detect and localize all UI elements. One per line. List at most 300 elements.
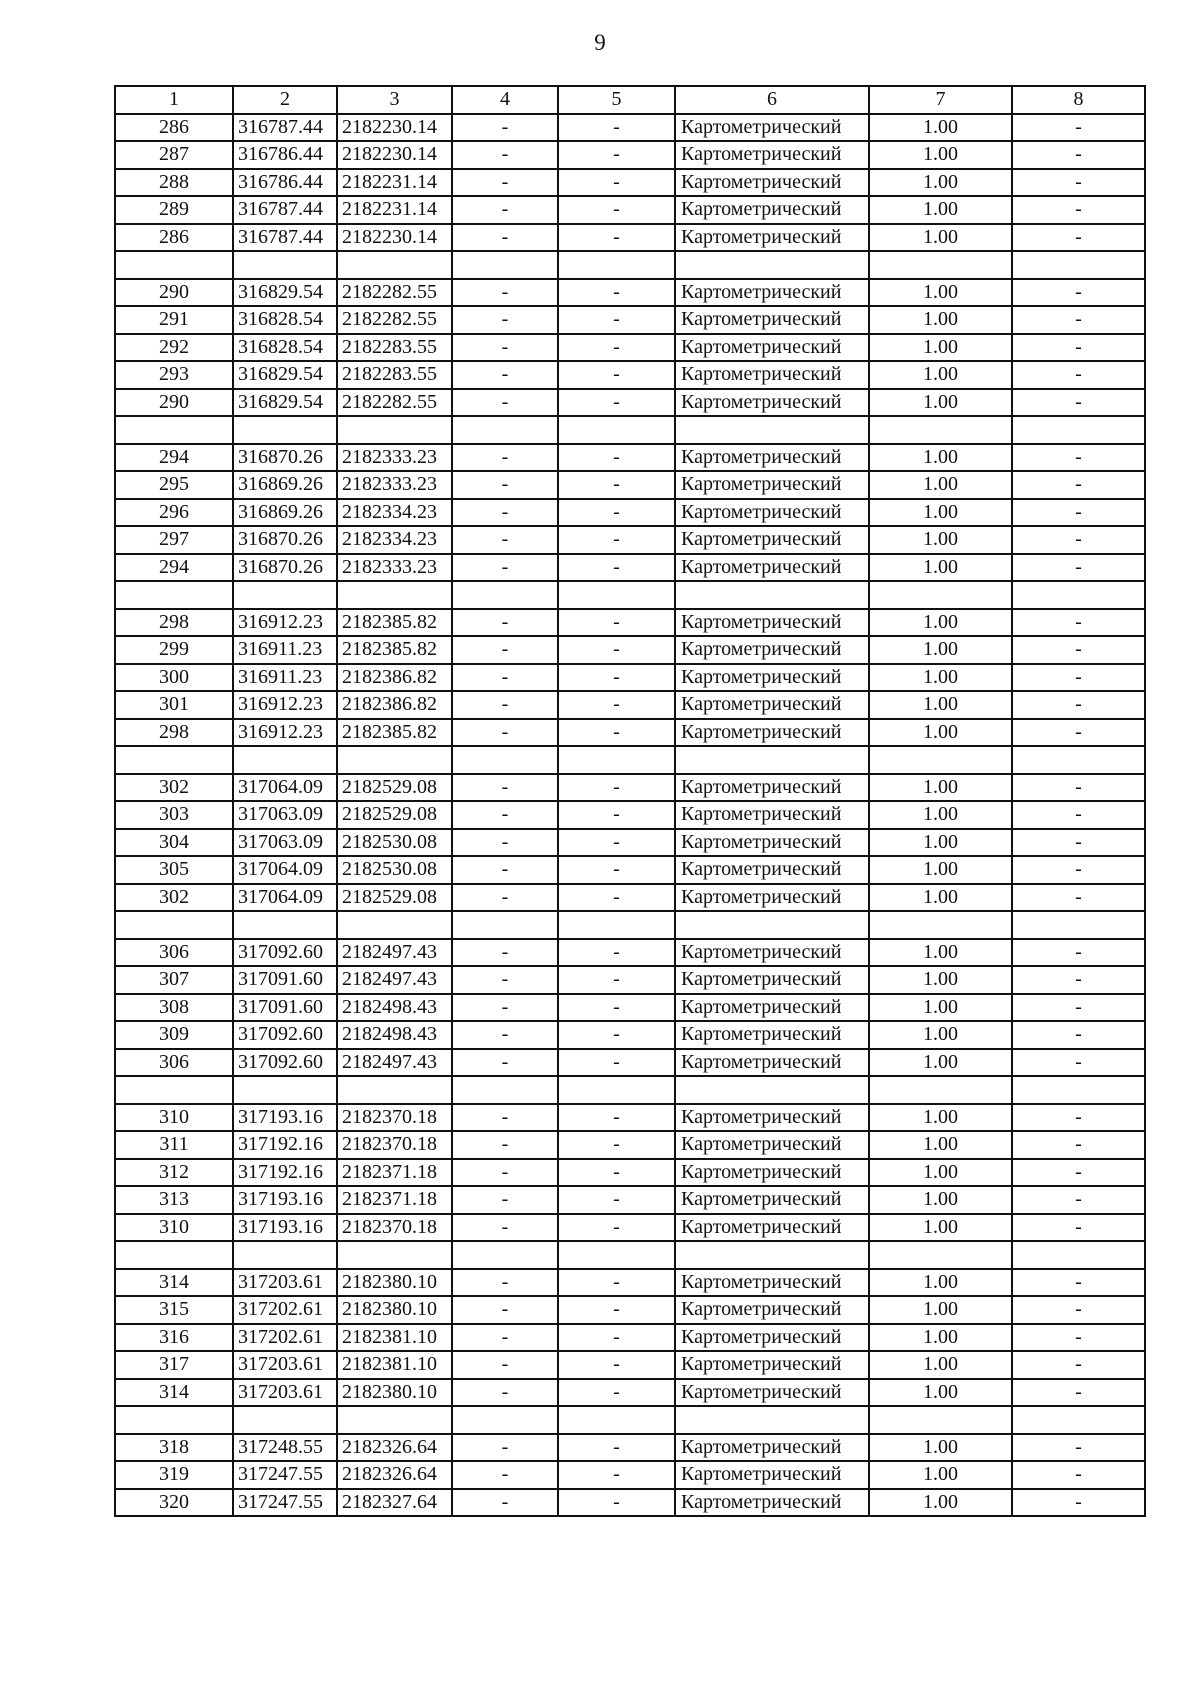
column-8-cell: - (1012, 719, 1145, 747)
table-row (115, 911, 1145, 939)
method-cell: Картометрический (675, 1351, 869, 1379)
column-5-cell: - (558, 169, 675, 197)
column-8-cell: - (1012, 1021, 1145, 1049)
column-5-cell: - (558, 1104, 675, 1132)
table-row (115, 1159, 1145, 1187)
x-coordinate-cell: 316829.54 (233, 361, 337, 389)
column-header: 5 (558, 86, 675, 114)
y-coordinate-cell: 2182334.23 (337, 499, 452, 527)
table-row (115, 746, 1145, 774)
y-coordinate-cell: 2182385.82 (337, 636, 452, 664)
y-coordinate-cell: 2182282.55 (337, 279, 452, 307)
accuracy-cell (869, 1076, 1012, 1104)
column-4-cell: - (452, 1159, 558, 1187)
method-cell: Картометрический (675, 664, 869, 692)
column-5-cell: - (558, 1159, 675, 1187)
point-number-cell: 311 (115, 1131, 233, 1159)
y-coordinate-cell: 2182381.10 (337, 1351, 452, 1379)
column-8-cell: - (1012, 884, 1145, 912)
point-number-cell: 306 (115, 939, 233, 967)
method-cell: Картометрический (675, 636, 869, 664)
column-8-cell (1012, 1241, 1145, 1269)
column-8-cell (1012, 416, 1145, 444)
method-cell: Картометрический (675, 1296, 869, 1324)
point-number-cell: 292 (115, 334, 233, 362)
point-number-cell: 291 (115, 306, 233, 334)
x-coordinate-cell (233, 581, 337, 609)
table-body (115, 114, 1145, 1517)
column-4-cell: - (452, 1049, 558, 1077)
column-8-cell (1012, 251, 1145, 279)
y-coordinate-cell: 2182230.14 (337, 224, 452, 252)
y-coordinate-cell: 2182530.08 (337, 829, 452, 857)
method-cell (675, 911, 869, 939)
x-coordinate-cell: 316870.26 (233, 444, 337, 472)
y-coordinate-cell: 2182380.10 (337, 1296, 452, 1324)
table-row (115, 966, 1145, 994)
x-coordinate-cell (233, 911, 337, 939)
y-coordinate-cell: 2182380.10 (337, 1269, 452, 1297)
x-coordinate-cell (233, 1406, 337, 1434)
table-row (115, 884, 1145, 912)
y-coordinate-cell (337, 1076, 452, 1104)
column-8-cell: - (1012, 196, 1145, 224)
column-5-cell: - (558, 801, 675, 829)
x-coordinate-cell: 317092.60 (233, 1049, 337, 1077)
x-coordinate-cell: 317203.61 (233, 1351, 337, 1379)
x-coordinate-cell (233, 1241, 337, 1269)
x-coordinate-cell: 317202.61 (233, 1296, 337, 1324)
y-coordinate-cell: 2182283.55 (337, 361, 452, 389)
column-5-cell: - (558, 1131, 675, 1159)
column-header: 3 (337, 86, 452, 114)
column-5-cell: - (558, 224, 675, 252)
x-coordinate-cell: 317091.60 (233, 994, 337, 1022)
column-8-cell: - (1012, 224, 1145, 252)
column-8-cell: - (1012, 1379, 1145, 1407)
y-coordinate-cell: 2182333.23 (337, 444, 452, 472)
point-number-cell: 310 (115, 1214, 233, 1242)
column-5-cell: - (558, 389, 675, 417)
table-row (115, 691, 1145, 719)
column-5-cell: - (558, 1049, 675, 1077)
column-4-cell: - (452, 1489, 558, 1517)
column-8-cell: - (1012, 334, 1145, 362)
point-number-cell (115, 251, 233, 279)
point-number-cell: 316 (115, 1324, 233, 1352)
column-4-cell: - (452, 966, 558, 994)
accuracy-cell: 1.00 (869, 609, 1012, 637)
column-8-cell: - (1012, 1131, 1145, 1159)
point-number-cell: 290 (115, 279, 233, 307)
point-number-cell: 296 (115, 499, 233, 527)
column-4-cell (452, 1076, 558, 1104)
column-4-cell: - (452, 334, 558, 362)
point-number-cell: 320 (115, 1489, 233, 1517)
column-4-cell (452, 251, 558, 279)
accuracy-cell: 1.00 (869, 1186, 1012, 1214)
table-row (115, 1351, 1145, 1379)
column-4-cell: - (452, 691, 558, 719)
column-header: 7 (869, 86, 1012, 114)
y-coordinate-cell: 2182282.55 (337, 306, 452, 334)
column-header: 1 (115, 86, 233, 114)
column-8-cell: - (1012, 664, 1145, 692)
point-number-cell: 302 (115, 774, 233, 802)
y-coordinate-cell: 2182529.08 (337, 774, 452, 802)
table-row (115, 279, 1145, 307)
accuracy-cell: 1.00 (869, 526, 1012, 554)
column-4-cell: - (452, 939, 558, 967)
table-row (115, 1076, 1145, 1104)
method-cell: Картометрический (675, 361, 869, 389)
accuracy-cell: 1.00 (869, 169, 1012, 197)
column-5-cell: - (558, 1351, 675, 1379)
x-coordinate-cell: 317193.16 (233, 1214, 337, 1242)
accuracy-cell: 1.00 (869, 499, 1012, 527)
table-row (115, 581, 1145, 609)
column-5-cell: - (558, 334, 675, 362)
table-row (115, 1214, 1145, 1242)
accuracy-cell: 1.00 (869, 224, 1012, 252)
column-header: 4 (452, 86, 558, 114)
column-5-cell: - (558, 609, 675, 637)
x-coordinate-cell: 316869.26 (233, 499, 337, 527)
point-number-cell: 297 (115, 526, 233, 554)
column-header: 8 (1012, 86, 1145, 114)
y-coordinate-cell: 2182326.64 (337, 1461, 452, 1489)
column-4-cell: - (452, 636, 558, 664)
point-number-cell: 314 (115, 1269, 233, 1297)
column-5-cell (558, 581, 675, 609)
y-coordinate-cell: 2182334.23 (337, 526, 452, 554)
y-coordinate-cell: 2182381.10 (337, 1324, 452, 1352)
method-cell: Картометрический (675, 389, 869, 417)
y-coordinate-cell: 2182385.82 (337, 609, 452, 637)
method-cell: Картометрический (675, 141, 869, 169)
table-row (115, 361, 1145, 389)
column-8-cell: - (1012, 169, 1145, 197)
accuracy-cell (869, 911, 1012, 939)
column-4-cell: - (452, 444, 558, 472)
table-row (115, 1241, 1145, 1269)
method-cell: Картометрический (675, 1186, 869, 1214)
y-coordinate-cell: 2182386.82 (337, 664, 452, 692)
column-4-cell: - (452, 1324, 558, 1352)
column-8-cell: - (1012, 1214, 1145, 1242)
x-coordinate-cell (233, 1076, 337, 1104)
column-5-cell: - (558, 774, 675, 802)
column-8-cell: - (1012, 1434, 1145, 1462)
x-coordinate-cell: 316911.23 (233, 664, 337, 692)
column-8-cell: - (1012, 141, 1145, 169)
x-coordinate-cell: 316912.23 (233, 719, 337, 747)
table-row (115, 1131, 1145, 1159)
column-4-cell: - (452, 1131, 558, 1159)
table-row (115, 554, 1145, 582)
column-5-cell: - (558, 526, 675, 554)
table-row (115, 389, 1145, 417)
column-4-cell (452, 416, 558, 444)
column-4-cell: - (452, 141, 558, 169)
column-5-cell: - (558, 1434, 675, 1462)
y-coordinate-cell (337, 746, 452, 774)
accuracy-cell: 1.00 (869, 114, 1012, 142)
accuracy-cell (869, 1406, 1012, 1434)
x-coordinate-cell: 316829.54 (233, 389, 337, 417)
accuracy-cell: 1.00 (869, 1461, 1012, 1489)
accuracy-cell (869, 746, 1012, 774)
table-row (115, 169, 1145, 197)
point-number-cell (115, 1241, 233, 1269)
y-coordinate-cell: 2182529.08 (337, 884, 452, 912)
x-coordinate-cell: 317092.60 (233, 1021, 337, 1049)
table-row (115, 1104, 1145, 1132)
page-number: 9 (594, 30, 606, 55)
point-number-cell: 294 (115, 554, 233, 582)
table-row (115, 1379, 1145, 1407)
x-coordinate-cell (233, 416, 337, 444)
method-cell: Картометрический (675, 801, 869, 829)
point-number-cell: 300 (115, 664, 233, 692)
column-8-cell: - (1012, 1049, 1145, 1077)
y-coordinate-cell: 2182385.82 (337, 719, 452, 747)
y-coordinate-cell: 2182497.43 (337, 1049, 452, 1077)
column-8-cell (1012, 1076, 1145, 1104)
column-4-cell: - (452, 1104, 558, 1132)
method-cell: Картометрический (675, 1269, 869, 1297)
column-4-cell: - (452, 114, 558, 142)
y-coordinate-cell: 2182282.55 (337, 389, 452, 417)
table-row (115, 664, 1145, 692)
column-4-cell: - (452, 169, 558, 197)
column-4-cell: - (452, 196, 558, 224)
y-coordinate-cell (337, 581, 452, 609)
coordinates-table (114, 85, 1146, 1517)
point-number-cell (115, 746, 233, 774)
x-coordinate-cell: 317247.55 (233, 1461, 337, 1489)
accuracy-cell: 1.00 (869, 389, 1012, 417)
table-row (115, 141, 1145, 169)
y-coordinate-cell: 2182386.82 (337, 691, 452, 719)
column-8-cell: - (1012, 609, 1145, 637)
point-number-cell: 313 (115, 1186, 233, 1214)
column-5-cell (558, 251, 675, 279)
column-5-cell: - (558, 1324, 675, 1352)
accuracy-cell (869, 1241, 1012, 1269)
table-row (115, 114, 1145, 142)
accuracy-cell: 1.00 (869, 471, 1012, 499)
method-cell (675, 1076, 869, 1104)
method-cell: Картометрический (675, 966, 869, 994)
table-row (115, 444, 1145, 472)
column-4-cell: - (452, 664, 558, 692)
column-8-cell (1012, 911, 1145, 939)
column-5-cell: - (558, 554, 675, 582)
column-8-cell: - (1012, 691, 1145, 719)
point-number-cell: 308 (115, 994, 233, 1022)
y-coordinate-cell: 2182231.14 (337, 169, 452, 197)
method-cell: Картометрический (675, 114, 869, 142)
column-5-cell: - (558, 939, 675, 967)
y-coordinate-cell (337, 1241, 452, 1269)
method-cell: Картометрический (675, 1489, 869, 1517)
column-8-cell: - (1012, 856, 1145, 884)
x-coordinate-cell: 316787.44 (233, 196, 337, 224)
x-coordinate-cell: 317063.09 (233, 829, 337, 857)
column-4-cell: - (452, 856, 558, 884)
x-coordinate-cell: 316911.23 (233, 636, 337, 664)
accuracy-cell: 1.00 (869, 1296, 1012, 1324)
point-number-cell (115, 1076, 233, 1104)
accuracy-cell: 1.00 (869, 554, 1012, 582)
column-5-cell: - (558, 884, 675, 912)
column-8-cell: - (1012, 1186, 1145, 1214)
column-8-cell: - (1012, 361, 1145, 389)
point-number-cell (115, 911, 233, 939)
accuracy-cell: 1.00 (869, 829, 1012, 857)
accuracy-cell: 1.00 (869, 856, 1012, 884)
column-8-cell: - (1012, 1104, 1145, 1132)
table-header-row (115, 86, 1145, 114)
y-coordinate-cell (337, 251, 452, 279)
column-8-cell: - (1012, 801, 1145, 829)
y-coordinate-cell: 2182371.18 (337, 1186, 452, 1214)
table-row (115, 1021, 1145, 1049)
column-4-cell: - (452, 719, 558, 747)
method-cell: Картометрический (675, 224, 869, 252)
accuracy-cell: 1.00 (869, 279, 1012, 307)
point-number-cell: 298 (115, 719, 233, 747)
column-5-cell: - (558, 829, 675, 857)
table-row (115, 526, 1145, 554)
column-5-cell: - (558, 664, 675, 692)
point-number-cell: 288 (115, 169, 233, 197)
method-cell: Картометрический (675, 1049, 869, 1077)
y-coordinate-cell: 2182497.43 (337, 966, 452, 994)
y-coordinate-cell: 2182230.14 (337, 114, 452, 142)
column-4-cell: - (452, 554, 558, 582)
accuracy-cell: 1.00 (869, 1049, 1012, 1077)
accuracy-cell (869, 416, 1012, 444)
y-coordinate-cell: 2182333.23 (337, 471, 452, 499)
method-cell (675, 1241, 869, 1269)
point-number-cell (115, 416, 233, 444)
column-4-cell: - (452, 361, 558, 389)
column-8-cell: - (1012, 966, 1145, 994)
column-header: 6 (675, 86, 869, 114)
y-coordinate-cell: 2182380.10 (337, 1379, 452, 1407)
column-4-cell: - (452, 1351, 558, 1379)
column-8-cell: - (1012, 1324, 1145, 1352)
accuracy-cell: 1.00 (869, 801, 1012, 829)
accuracy-cell: 1.00 (869, 774, 1012, 802)
point-number-cell: 305 (115, 856, 233, 884)
table-row (115, 856, 1145, 884)
x-coordinate-cell: 316828.54 (233, 334, 337, 362)
table-row (115, 334, 1145, 362)
point-number-cell: 287 (115, 141, 233, 169)
point-number-cell: 307 (115, 966, 233, 994)
x-coordinate-cell: 316869.26 (233, 471, 337, 499)
column-4-cell: - (452, 499, 558, 527)
y-coordinate-cell: 2182327.64 (337, 1489, 452, 1517)
column-8-cell: - (1012, 499, 1145, 527)
accuracy-cell (869, 251, 1012, 279)
column-5-cell: - (558, 114, 675, 142)
table-row (115, 251, 1145, 279)
column-8-cell: - (1012, 114, 1145, 142)
table-row (115, 196, 1145, 224)
column-4-cell: - (452, 306, 558, 334)
y-coordinate-cell: 2182370.18 (337, 1104, 452, 1132)
column-4-cell: - (452, 526, 558, 554)
table-row (115, 1324, 1145, 1352)
method-cell (675, 581, 869, 609)
method-cell: Картометрический (675, 829, 869, 857)
method-cell: Картометрический (675, 1021, 869, 1049)
x-coordinate-cell: 316786.44 (233, 169, 337, 197)
method-cell: Картометрический (675, 1461, 869, 1489)
column-5-cell: - (558, 1269, 675, 1297)
y-coordinate-cell: 2182371.18 (337, 1159, 452, 1187)
point-number-cell: 303 (115, 801, 233, 829)
x-coordinate-cell: 317091.60 (233, 966, 337, 994)
method-cell: Картометрический (675, 1214, 869, 1242)
y-coordinate-cell (337, 416, 452, 444)
accuracy-cell: 1.00 (869, 636, 1012, 664)
table-row (115, 1269, 1145, 1297)
method-cell: Картометрический (675, 334, 869, 362)
accuracy-cell: 1.00 (869, 884, 1012, 912)
accuracy-cell: 1.00 (869, 1104, 1012, 1132)
table-row (115, 306, 1145, 334)
x-coordinate-cell: 317193.16 (233, 1186, 337, 1214)
column-5-cell: - (558, 471, 675, 499)
x-coordinate-cell: 317248.55 (233, 1434, 337, 1462)
column-8-cell: - (1012, 279, 1145, 307)
column-5-cell (558, 416, 675, 444)
column-8-cell (1012, 1406, 1145, 1434)
column-5-cell: - (558, 141, 675, 169)
table-row (115, 416, 1145, 444)
accuracy-cell: 1.00 (869, 1159, 1012, 1187)
table-row (115, 1186, 1145, 1214)
column-5-cell: - (558, 856, 675, 884)
y-coordinate-cell: 2182529.08 (337, 801, 452, 829)
column-8-cell: - (1012, 1159, 1145, 1187)
method-cell: Картометрический (675, 994, 869, 1022)
point-number-cell: 312 (115, 1159, 233, 1187)
accuracy-cell: 1.00 (869, 1269, 1012, 1297)
x-coordinate-cell: 316786.44 (233, 141, 337, 169)
table-row (115, 801, 1145, 829)
x-coordinate-cell: 317202.61 (233, 1324, 337, 1352)
column-8-cell: - (1012, 444, 1145, 472)
table-row (115, 1406, 1145, 1434)
point-number-cell: 294 (115, 444, 233, 472)
table-row (115, 636, 1145, 664)
accuracy-cell: 1.00 (869, 994, 1012, 1022)
x-coordinate-cell: 317092.60 (233, 939, 337, 967)
table-row (115, 499, 1145, 527)
column-4-cell: - (452, 279, 558, 307)
column-8-cell: - (1012, 1461, 1145, 1489)
method-cell: Картометрический (675, 526, 869, 554)
accuracy-cell: 1.00 (869, 1434, 1012, 1462)
point-number-cell: 286 (115, 114, 233, 142)
point-number-cell: 290 (115, 389, 233, 417)
